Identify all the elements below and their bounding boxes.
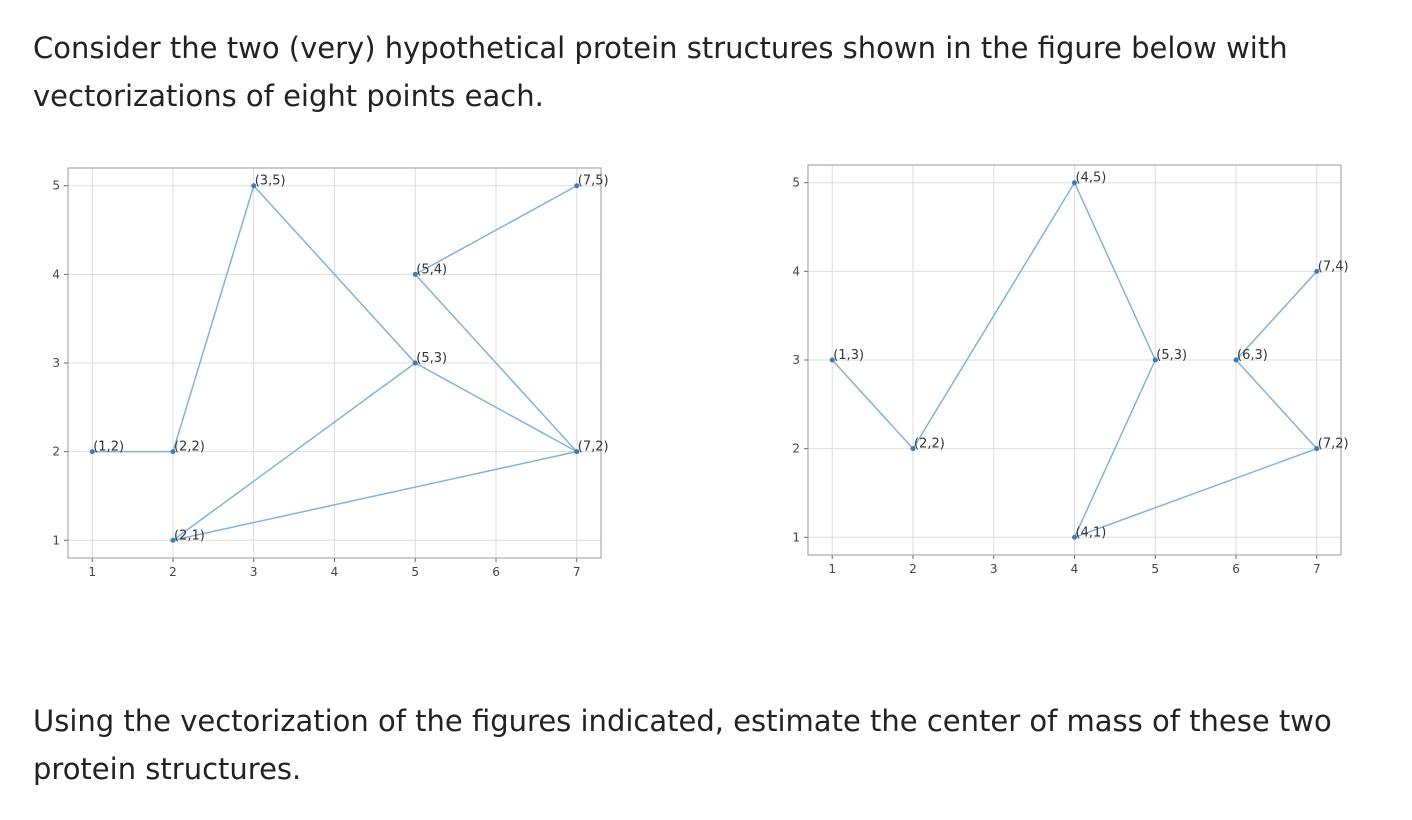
chain-segment	[1075, 449, 1317, 541]
point-label: (5,4)	[416, 262, 448, 278]
chain-segment	[1236, 271, 1317, 360]
y-tick-label: 2	[792, 441, 800, 456]
chain-segment	[1236, 360, 1317, 449]
question-text: Using the vectorization of the figures indicated, estimate the center of mass of these two protein structures.	[33, 704, 1332, 786]
point-label: (3,5)	[254, 173, 286, 189]
point-label: (2,2)	[173, 439, 205, 455]
x-tick-label: 6	[492, 565, 500, 579]
point-label: (4,1)	[1075, 525, 1107, 541]
y-tick-label: 3	[792, 353, 800, 367]
point-label: (2,1)	[173, 528, 205, 544]
x-tick-label: 4	[1070, 562, 1079, 576]
x-tick-label: 2	[169, 565, 177, 579]
structure-chart-left	[46, 160, 626, 590]
point-label: (2,2)	[913, 436, 945, 452]
x-tick-label: 2	[909, 562, 917, 576]
y-tick-label: 2	[52, 444, 60, 459]
point-label: (7,4)	[1317, 259, 1349, 275]
intro-text: Consider the two (very) hypothetical protein structures shown in the figure below with vectorizations of eight points each.	[33, 31, 1288, 113]
structure-chart-right	[786, 157, 1366, 587]
point-label: (7,2)	[1317, 436, 1349, 452]
x-tick-label: 7	[1312, 562, 1321, 576]
y-tick-label: 4	[792, 264, 800, 279]
x-tick-label: 4	[330, 565, 339, 579]
point-label: (7,5)	[577, 173, 609, 189]
x-tick-label: 3	[249, 565, 258, 579]
x-tick-label: 5	[1151, 562, 1160, 576]
x-tick-label: 5	[411, 565, 420, 579]
y-tick-label: 1	[792, 530, 800, 545]
point-label: (1,2)	[93, 439, 125, 455]
point-label: (5,3)	[1156, 348, 1188, 363]
point-label: (4,5)	[1075, 170, 1107, 186]
chain-segment	[173, 186, 254, 452]
chain-segment	[832, 360, 913, 449]
y-tick-label: 5	[52, 178, 60, 193]
x-tick-label: 3	[989, 562, 998, 576]
x-tick-label: 1	[88, 565, 97, 579]
y-tick-label: 1	[52, 533, 60, 548]
point-label: (7,2)	[577, 439, 609, 455]
x-tick-label: 7	[572, 565, 581, 579]
x-tick-label: 6	[1232, 562, 1240, 576]
y-tick-label: 5	[792, 175, 800, 190]
point-label: (1,3)	[833, 348, 865, 363]
point-label: (6,3)	[1237, 348, 1268, 363]
point-label: (5,3)	[416, 351, 448, 366]
x-tick-label: 1	[828, 562, 837, 576]
y-tick-label: 4	[52, 267, 60, 282]
y-tick-label: 3	[52, 356, 60, 370]
